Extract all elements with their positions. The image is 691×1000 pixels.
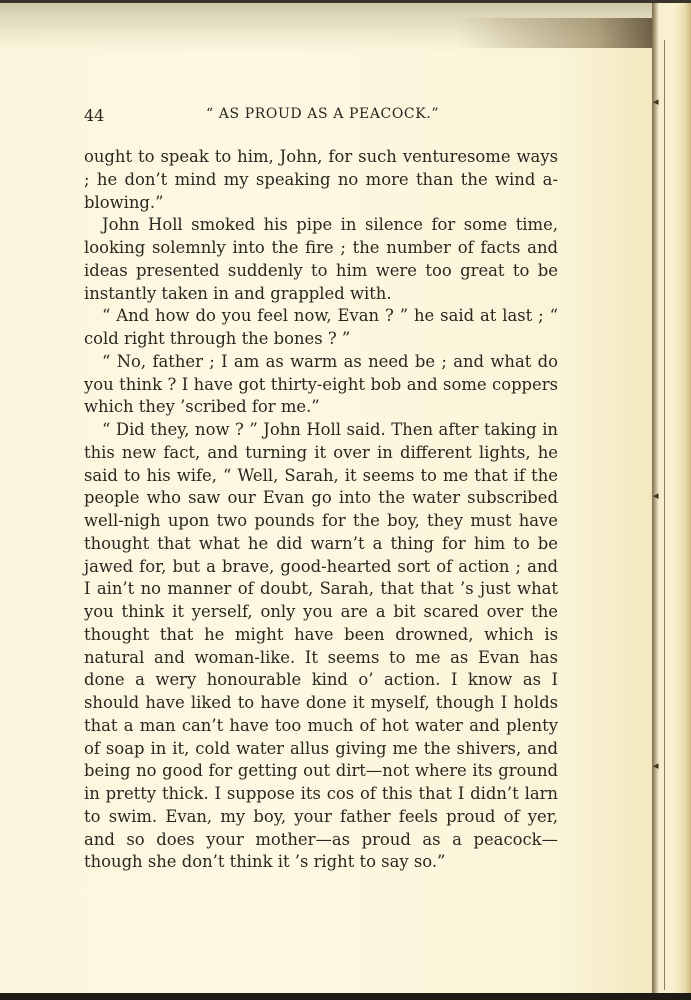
edge-tick-mark: ◂ bbox=[653, 95, 659, 108]
paragraph: “ Did they, now ? ” John Holl said. Then after taking in this new fact, and turning it over in different lights, he said to his wife, “ Well, Sarah, it seems to me that if the people who saw our Evan go into the water subscribed well-nigh upon two pounds for the boy, they must have thought that what he did warn’t a thing for him to be jawed for, but a brave, good-hearted sort of action ; and I ain’t no manner of doubt, Sarah, that that ’s just what you think it yerself, only you are a bit scared over the thought that he might have been drowned, which is natural and woman-like. It seems to me as Evan has done a wery honourable kind o’ action. I know as I should have liked to have done it myself, though I holds that a man can’t have too much of hot water and plenty of soap in it, cold water allus giving me the shivers, and being no good for getting out dirt—not where its ground in pretty thick. I suppose its cos of this that I didn’t larn to swim. Evan, my boy, your father feels proud of yer, and so does your mother—as proud as a peacock—though she don’t think it ’s right to say so.” bbox=[84, 420, 558, 872]
paragraph: “ No, father ; I am as warm as need be ; and what do you think ? I have got thirty-eight bob and some coppers which they ’scribed for me.” bbox=[84, 351, 558, 417]
paragraph: “ And how do you feel now, Evan ? ” he said at last ; “ cold right through the bones ? ” bbox=[84, 306, 558, 348]
binding-rule bbox=[664, 40, 665, 990]
body-text bbox=[84, 146, 558, 874]
running-title: “ AS PROUD AS A PEACOCK.” bbox=[206, 106, 440, 122]
bottom-border bbox=[0, 993, 691, 1000]
paragraph-continuation: ought to speak to him, John, for such venturesome ways ; he don’t mind my speaking no more than the wind a-blowing.” bbox=[84, 147, 558, 212]
edge-tick-mark: ◂ bbox=[653, 489, 659, 502]
edge-tick-mark: ◂ bbox=[653, 759, 659, 772]
page-number: 44 bbox=[84, 106, 105, 125]
running-head bbox=[84, 106, 558, 128]
paragraph: John Holl smoked his pipe in silence for some time, looking solemnly into the fire ; the number of facts and ideas presented suddenly to him were too great to be instantly taken in and grappled with. bbox=[84, 215, 558, 303]
page-top-shadow bbox=[0, 0, 658, 52]
top-border bbox=[0, 0, 691, 3]
